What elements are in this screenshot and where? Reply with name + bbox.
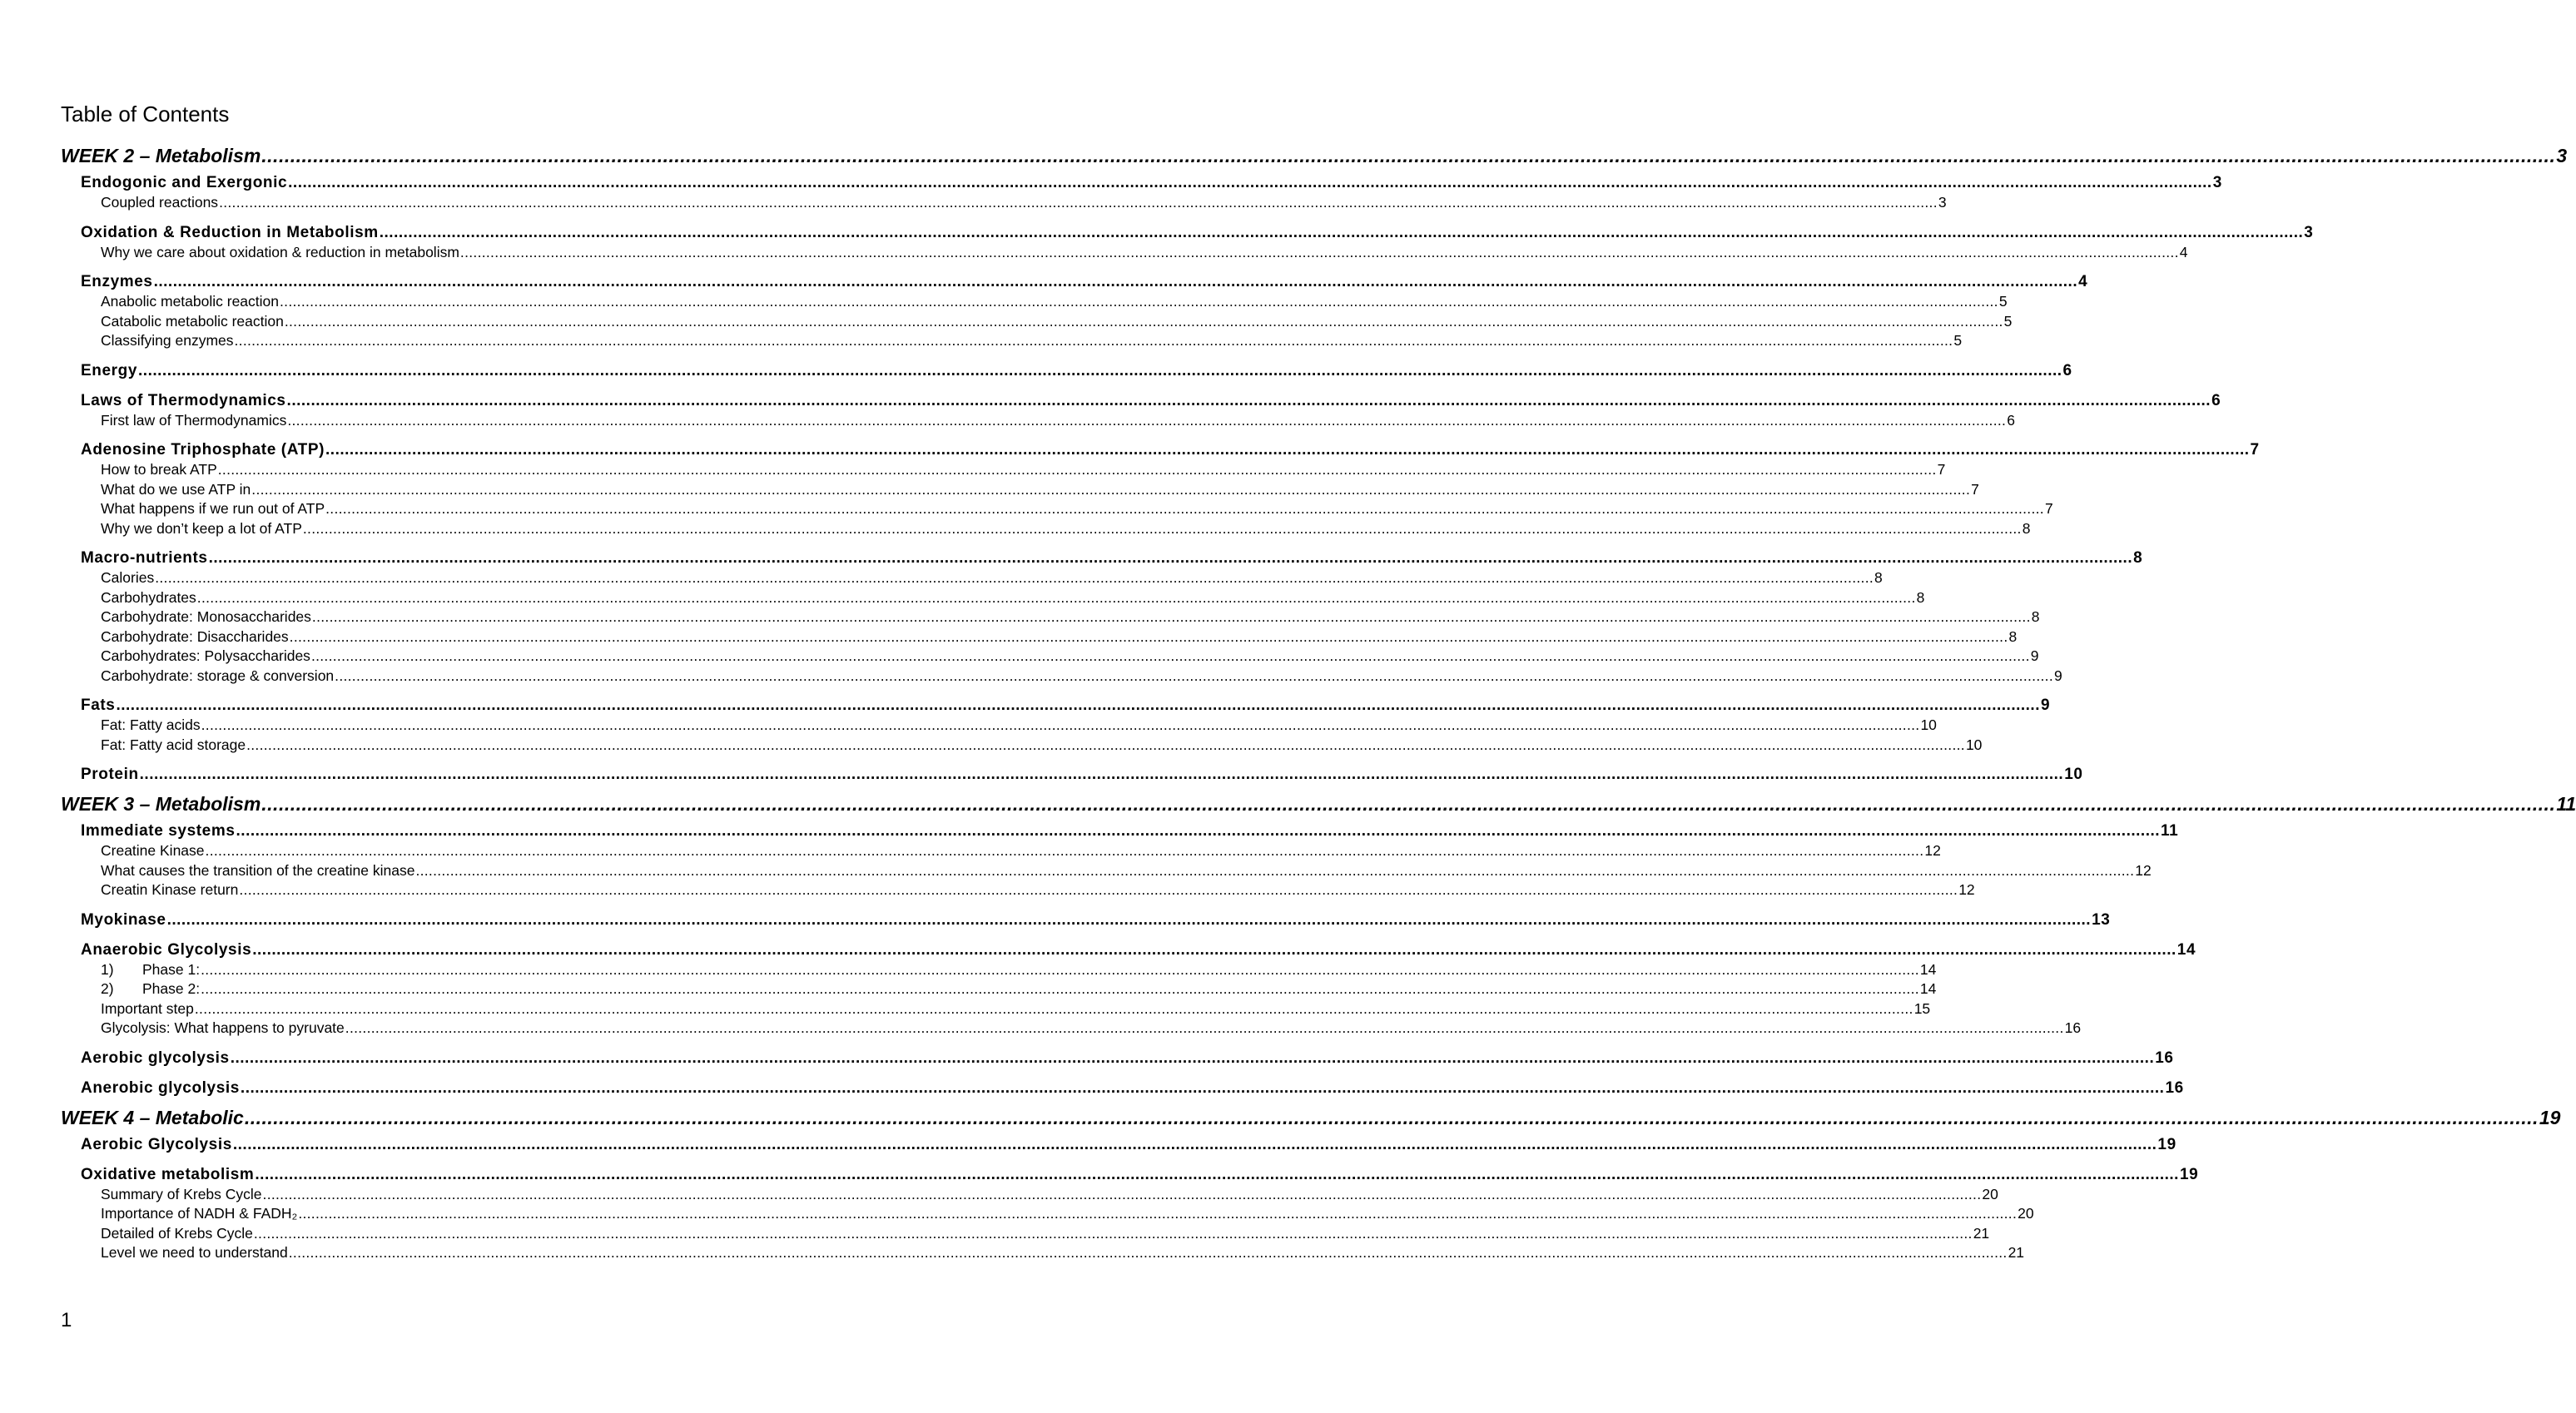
dot-leader: ................................................................................................................................................................................................................................................................................................................................................................................................................ — [302, 519, 2022, 537]
dot-leader: ................................................................................................................................................................................................................................................................................................................................................................................................................ — [153, 273, 2078, 290]
toc-entry-text: Why we don’t keep a lot of ATP — [101, 519, 302, 537]
toc-entry-subsection[interactable] — [61, 243, 2188, 263]
toc-entry-label — [101, 736, 246, 756]
toc-entry-text: Fats — [81, 697, 116, 714]
toc-entry-label — [101, 716, 201, 736]
dot-leader: ................................................................................................................................................................................................................................................................................................................................................................................................................ — [232, 1135, 2157, 1153]
toc-entry-page: 8 — [2031, 608, 2040, 625]
toc-entry-label — [101, 292, 279, 312]
dot-leader: ................................................................................................................................................................................................................................................................................................................................................................................................................ — [244, 1106, 2539, 1128]
toc-entry-subsection[interactable] — [61, 647, 2039, 667]
toc-entry-page: 21 — [1973, 1224, 1990, 1242]
dot-leader: ................................................................................................................................................................................................................................................................................................................................................................................................................ — [194, 999, 1913, 1017]
toc-entry-text: Endogonic and Exergonic — [81, 174, 288, 191]
dot-leader: ................................................................................................................................................................................................................................................................................................................................................................................................................ — [280, 293, 1998, 310]
dot-leader: ................................................................................................................................................................................................................................................................................................................................................................................................................ — [253, 1224, 1973, 1242]
dot-leader: ................................................................................................................................................................................................................................................................................................................................................................................................................ — [379, 223, 2304, 241]
toc-entry-text: Level we need to understand — [101, 1244, 288, 1261]
toc-entry-page: 16 — [2165, 1078, 2184, 1097]
toc-entry-label — [81, 1135, 232, 1155]
toc-entry-text: Why we care about oxidation & reduction in metabolism — [101, 243, 459, 260]
toc-entry-page: 4 — [2078, 273, 2088, 290]
toc-entry-text: Anaerobic Glycolysis — [81, 940, 252, 959]
toc-entry-label — [101, 627, 289, 647]
toc-entry-section[interactable] — [61, 173, 2222, 193]
toc-entry-label — [101, 480, 251, 500]
toc-entry-page: 11 — [2556, 793, 2576, 815]
toc-entry-label — [101, 331, 234, 351]
dot-leader: ................................................................................................................................................................................................................................................................................................................................................................................................................ — [288, 174, 2212, 191]
toc-entry-label — [101, 1204, 297, 1224]
toc-entry-label — [81, 391, 286, 411]
toc-entry-page: 16 — [2155, 1049, 2174, 1067]
toc-entry-text: Calories — [101, 569, 155, 586]
toc-entry-page: 19 — [2539, 1106, 2561, 1128]
toc-entry-text: Carbohydrate: Disaccharides — [101, 627, 289, 645]
toc-entry-page: 15 — [1913, 999, 1931, 1017]
toc-entry-page: 9 — [2041, 697, 2051, 714]
toc-entry-text: Anerobic glycolysis — [81, 1078, 240, 1097]
toc-entry-page: 5 — [1998, 293, 2008, 310]
toc-entry-text: WEEK 3 – Metabolism — [61, 793, 261, 815]
dot-leader: ................................................................................................................................................................................................................................................................................................................................................................................................................ — [298, 1205, 2018, 1222]
toc-entry-subsection[interactable] — [61, 716, 1937, 736]
toc-entry-label — [81, 1078, 240, 1098]
toc-entry-number: 2) — [101, 980, 114, 997]
toc-entry-subsection[interactable] — [61, 1185, 1998, 1205]
toc-entry-page: 8 — [2008, 627, 2018, 645]
toc-entry-page: 12 — [1958, 881, 1975, 898]
toc-entry-section[interactable] — [61, 1135, 2176, 1155]
dot-leader: ................................................................................................................................................................................................................................................................................................................................................................................................................ — [230, 1049, 2155, 1067]
dot-leader: ................................................................................................................................................................................................................................................................................................................................................................................................................ — [166, 910, 2092, 929]
toc-entry-page: 9 — [2053, 667, 2062, 684]
toc-heading: Table of Contents — [61, 102, 230, 126]
toc-entry-section[interactable] — [61, 440, 2260, 460]
toc-entry-text: What happens if we run out of ATP — [101, 500, 325, 517]
dot-leader: ................................................................................................................................................................................................................................................................................................................................................................................................................ — [262, 1185, 1982, 1202]
toc-entry-label — [101, 193, 218, 213]
toc-entry-text: Creatin Kinase return — [101, 881, 239, 898]
dot-leader: ................................................................................................................................................................................................................................................................................................................................................................................................................ — [288, 1244, 2008, 1261]
dot-leader: ................................................................................................................................................................................................................................................................................................................................................................................................................ — [139, 766, 2064, 783]
dot-leader: ................................................................................................................................................................................................................................................................................................................................................................................................................ — [345, 1019, 2064, 1036]
toc-entry-text: Detailed of Krebs Cycle — [101, 1224, 253, 1242]
toc-entry-page: 6 — [2062, 361, 2072, 379]
toc-entry-subsection[interactable] — [61, 411, 2015, 431]
toc-entry-section[interactable] — [61, 548, 2143, 568]
toc-entry-subsection[interactable] — [61, 667, 2062, 687]
toc-entry-text: Importance of NADH & FADH₂ — [101, 1205, 298, 1222]
dot-leader: ................................................................................................................................................................................................................................................................................................................................................................................................................ — [286, 391, 2211, 409]
toc-entry-page: 16 — [2064, 1019, 2082, 1036]
toc-entry-page: 10 — [2064, 766, 2083, 783]
toc-entry-section[interactable] — [61, 391, 2221, 411]
toc-entry-subsection[interactable] — [61, 607, 2040, 627]
toc-entry-text: Creatine Kinase — [101, 842, 205, 859]
toc-entry-text: Aerobic Glycolysis — [81, 1135, 232, 1153]
toc-entry-subsection[interactable] — [61, 960, 1937, 980]
toc-entry-text: Carbohydrate: Monosaccharides — [101, 608, 311, 625]
toc-entry-section[interactable] — [61, 1078, 2184, 1098]
toc-entry-label — [101, 979, 200, 999]
dot-leader: ................................................................................................................................................................................................................................................................................................................................................................................................................ — [311, 608, 2031, 625]
toc-entry-label — [101, 1224, 253, 1244]
toc-entry-page: 20 — [1982, 1185, 1998, 1202]
toc-entry-page: 6 — [2211, 391, 2221, 409]
toc-entry-text: Oxidation & Reduction in Metabolism — [81, 223, 379, 241]
toc-entry-text: WEEK 4 – Metabolic — [61, 1106, 244, 1128]
toc-entry-label — [101, 841, 205, 861]
toc-entry-section[interactable] — [61, 1165, 2199, 1185]
toc-entry-label — [61, 141, 261, 170]
toc-entry-text: Coupled reactions — [101, 194, 219, 211]
toc-entry-section[interactable] — [61, 696, 2051, 716]
toc-entry-label — [101, 588, 196, 608]
toc-entry-subsection[interactable] — [61, 519, 2031, 539]
toc-entry-text: Carbohydrate: storage & conversion — [101, 667, 335, 684]
toc-entry-text: Phase 1: — [142, 960, 201, 978]
toc-entry-page: 14 — [1919, 980, 1937, 997]
toc-entry-subsection[interactable] — [61, 999, 1931, 1019]
toc-entry-subsection[interactable] — [61, 627, 2018, 647]
dot-leader: ................................................................................................................................................................................................................................................................................................................................................................................................................ — [201, 980, 1919, 997]
toc-entry-page: 8 — [2133, 549, 2143, 567]
toc-entry-label — [101, 460, 217, 480]
toc-entry-text: Anabolic metabolic reaction — [101, 293, 280, 310]
toc-entry-label — [81, 821, 236, 841]
toc-entry-label — [101, 568, 154, 588]
toc-entry-label — [81, 1049, 230, 1068]
toc-entry-text: Energy — [81, 361, 138, 379]
toc-entry-label — [81, 223, 379, 243]
toc-entry-label — [101, 647, 310, 667]
toc-entry-page: 19 — [2179, 1165, 2199, 1183]
toc-entry-subsection[interactable] — [61, 861, 2152, 881]
toc-entry-text: Carbohydrates — [101, 588, 196, 606]
toc-entry-label — [61, 790, 261, 818]
toc-entry-page: 8 — [2022, 519, 2031, 537]
toc-entry-text: Macro-nutrients — [81, 549, 208, 567]
dot-leader: ................................................................................................................................................................................................................................................................................................................................................................................................................ — [289, 627, 2008, 645]
toc-entry-text: Adenosine Triphosphate (ATP) — [81, 441, 325, 459]
toc-entry-subsection[interactable] — [61, 1204, 2034, 1224]
dot-leader: ................................................................................................................................................................................................................................................................................................................................................................................................................ — [155, 569, 1874, 586]
toc-entry-page: 12 — [1924, 842, 1941, 859]
toc-entry-page: 3 — [2304, 223, 2314, 241]
toc-entry-label — [81, 548, 208, 568]
toc-entry-text: Myokinase — [81, 910, 166, 929]
dot-leader: ................................................................................................................................................................................................................................................................................................................................................................................................................ — [205, 842, 1924, 859]
toc-entry-section[interactable] — [61, 821, 2179, 841]
toc-entry-text: WEEK 2 – Metabolism — [61, 145, 261, 166]
toc-entry-label — [101, 880, 238, 900]
toc-entry-page: 7 — [1971, 480, 1979, 498]
dot-leader: ................................................................................................................................................................................................................................................................................................................................................................................................................ — [196, 588, 1916, 606]
dot-leader: ................................................................................................................................................................................................................................................................................................................................................................................................................ — [284, 312, 2003, 330]
toc-entry-page: 13 — [2092, 910, 2111, 929]
page-number: 1 — [61, 1309, 72, 1331]
dot-leader: ................................................................................................................................................................................................................................................................................................................................................................................................................ — [287, 411, 2007, 429]
toc-entry-subsection[interactable] — [61, 312, 2013, 332]
toc-entry-label — [81, 765, 139, 785]
dot-leader: ................................................................................................................................................................................................................................................................................................................................................................................................................ — [325, 441, 2250, 459]
dot-leader: ................................................................................................................................................................................................................................................................................................................................................................................................................ — [261, 793, 2556, 815]
toc-entry-subsection[interactable] — [61, 193, 1947, 213]
toc-entry-text: What do we use ATP in — [101, 480, 251, 498]
toc-entry-subsection[interactable] — [61, 568, 1883, 588]
dot-leader: ................................................................................................................................................................................................................................................................................................................................................................................................................ — [325, 500, 2044, 517]
dot-leader: ................................................................................................................................................................................................................................................................................................................................................................................................................ — [310, 647, 2030, 664]
toc-entry-text: Oxidative metabolism — [81, 1165, 255, 1183]
toc-entry-week[interactable] — [61, 790, 2576, 818]
dot-leader: ................................................................................................................................................................................................................................................................................................................................................................................................................ — [335, 667, 2053, 684]
toc-entry-page: 6 — [2007, 411, 2015, 429]
toc-entry-subsection[interactable] — [61, 480, 1979, 500]
toc-entry-text: Catabolic metabolic reaction — [101, 312, 284, 330]
toc-list — [61, 141, 2576, 1263]
toc-entry-page: 3 — [2212, 174, 2222, 191]
toc-entry-subsection[interactable] — [61, 460, 1946, 480]
dot-leader: ................................................................................................................................................................................................................................................................................................................................................................................................................ — [234, 332, 1953, 349]
toc-entry-section[interactable] — [61, 765, 2083, 785]
toc-entry-number: 1) — [101, 960, 114, 978]
toc-entry-label — [61, 1103, 244, 1132]
toc-entry-label — [101, 1019, 345, 1039]
toc-entry-label — [101, 999, 194, 1019]
toc-entry-text: Laws of Thermodynamics — [81, 391, 286, 409]
toc-entry-label — [81, 361, 137, 381]
toc-entry-page: 8 — [1874, 569, 1883, 586]
dot-leader: ................................................................................................................................................................................................................................................................................................................................................................................................................ — [201, 716, 1920, 733]
toc-entry-page: 3 — [2556, 145, 2568, 166]
toc-entry-page: 8 — [1916, 588, 1925, 606]
dot-leader: ................................................................................................................................................................................................................................................................................................................................................................................................................ — [217, 461, 1937, 478]
toc-entry-subsection[interactable] — [61, 1019, 2082, 1039]
toc-entry-subsection[interactable] — [61, 331, 1963, 351]
toc-entry-page: 11 — [2161, 822, 2179, 840]
toc-entry-week[interactable] — [61, 141, 2568, 170]
toc-entry-label — [81, 910, 166, 930]
toc-entry-label — [101, 667, 334, 687]
toc-entry-subsection[interactable] — [61, 292, 2008, 312]
toc-entry-text: Classifying enzymes — [101, 332, 234, 349]
toc-entry-text: Phase 2: — [142, 980, 201, 997]
toc-entry-text: Immediate systems — [81, 822, 236, 840]
toc-entry-page: 10 — [1965, 736, 1983, 753]
toc-entry-label — [81, 940, 251, 960]
toc-entry-label — [101, 499, 325, 519]
toc-entry-label — [101, 519, 302, 539]
toc-entry-text: Important step — [101, 999, 194, 1017]
toc-entry-page: 5 — [1953, 332, 1963, 349]
toc-entry-subsection[interactable] — [61, 880, 1975, 900]
toc-entry-section[interactable] — [61, 910, 2111, 930]
toc-entry-label — [81, 696, 115, 716]
toc-entry-text: Carbohydrates: Polysaccharides — [101, 647, 310, 664]
dot-leader: ................................................................................................................................................................................................................................................................................................................................................................................................................ — [116, 697, 2040, 714]
toc-entry-text: How to break ATP — [101, 461, 217, 478]
toc-entry-page: 14 — [2176, 940, 2196, 959]
toc-entry-label — [81, 173, 287, 193]
dot-leader: ................................................................................................................................................................................................................................................................................................................................................................................................................ — [138, 361, 2062, 379]
toc-entry-section[interactable] — [61, 940, 2196, 960]
toc-entry-page: 7 — [2250, 441, 2260, 459]
dot-leader: ................................................................................................................................................................................................................................................................................................................................................................................................................ — [240, 1078, 2165, 1097]
toc-entry-page: 21 — [2008, 1244, 2025, 1261]
toc-entry-week[interactable] — [61, 1103, 2561, 1132]
dot-leader: ................................................................................................................................................................................................................................................................................................................................................................................................................ — [239, 881, 1958, 898]
toc-entry-label — [101, 1185, 262, 1205]
toc-entry-subsection[interactable] — [61, 1243, 2025, 1263]
dot-leader: ................................................................................................................................................................................................................................................................................................................................................................................................................ — [415, 861, 2135, 879]
toc-entry-subsection[interactable] — [61, 979, 1937, 999]
toc-entry-section[interactable] — [61, 361, 2072, 381]
dot-leader: ................................................................................................................................................................................................................................................................................................................................................................................................................ — [201, 960, 1919, 978]
toc-entry-label — [101, 411, 286, 431]
toc-entry-page: 20 — [2018, 1205, 2034, 1222]
dot-leader: ................................................................................................................................................................................................................................................................................................................................................................................................................ — [208, 549, 2133, 567]
dot-leader: ................................................................................................................................................................................................................................................................................................................................................................................................................ — [219, 194, 1938, 211]
toc-entry-subsection[interactable] — [61, 499, 2053, 519]
toc-entry-text: Fat: Fatty acid storage — [101, 736, 246, 753]
toc-entry-section[interactable] — [61, 223, 2314, 243]
toc-entry-text: Glycolysis: What happens to pyruvate — [101, 1019, 345, 1036]
toc-entry-subsection[interactable] — [61, 736, 1983, 756]
toc-entry-label — [101, 1243, 288, 1263]
toc-entry-page: 19 — [2157, 1135, 2176, 1153]
toc-entry-text: Summary of Krebs Cycle — [101, 1185, 262, 1202]
toc-entry-text: Protein — [81, 766, 139, 783]
dot-leader: ................................................................................................................................................................................................................................................................................................................................................................................................................ — [459, 243, 2179, 260]
toc-entry-page: 5 — [2003, 312, 2013, 330]
toc-entry-label — [101, 243, 459, 263]
toc-entry-section[interactable] — [61, 1049, 2174, 1068]
toc-entry-text: What causes the transition of the creatine kinase — [101, 861, 415, 879]
toc-entry-page: 14 — [1919, 960, 1937, 978]
toc-entry-text: Aerobic glycolysis — [81, 1049, 230, 1067]
toc-entry-page: 7 — [1937, 461, 1946, 478]
toc-entry-label — [81, 440, 325, 460]
dot-leader: ................................................................................................................................................................................................................................................................................................................................................................................................................ — [261, 145, 2556, 166]
toc-entry-page: 7 — [2044, 500, 2053, 517]
toc-entry-page: 4 — [2179, 243, 2188, 260]
toc-entry-page: 10 — [1920, 716, 1937, 733]
dot-leader: ................................................................................................................................................................................................................................................................................................................................................................................................................ — [255, 1165, 2179, 1183]
toc-entry-label — [101, 861, 414, 881]
toc-entry-label — [101, 312, 284, 332]
toc-entry-text: Fat: Fatty acids — [101, 716, 201, 733]
toc-entry-text: First law of Thermodynamics — [101, 411, 287, 429]
toc-entry-label — [81, 1165, 254, 1185]
toc-entry-page: 9 — [2030, 647, 2039, 664]
toc-entry-section[interactable] — [61, 272, 2088, 292]
toc-entry-label — [101, 960, 200, 980]
dot-leader: ................................................................................................................................................................................................................................................................................................................................................................................................................ — [251, 480, 1971, 498]
toc-entry-label — [101, 607, 311, 627]
toc-entry-page: 12 — [2135, 861, 2152, 879]
dot-leader: ................................................................................................................................................................................................................................................................................................................................................................................................................ — [252, 940, 2176, 959]
toc-entry-page: 3 — [1938, 194, 1947, 211]
toc-entry-label — [81, 272, 153, 292]
dot-leader: ................................................................................................................................................................................................................................................................................................................................................................................................................ — [236, 822, 2161, 840]
toc-entry-subsection[interactable] — [61, 841, 1941, 861]
toc-entry-subsection[interactable] — [61, 1224, 1990, 1244]
dot-leader: ................................................................................................................................................................................................................................................................................................................................................................................................................ — [246, 736, 1965, 753]
toc-entry-text: Enzymes — [81, 273, 153, 290]
toc-entry-subsection[interactable] — [61, 588, 1925, 608]
